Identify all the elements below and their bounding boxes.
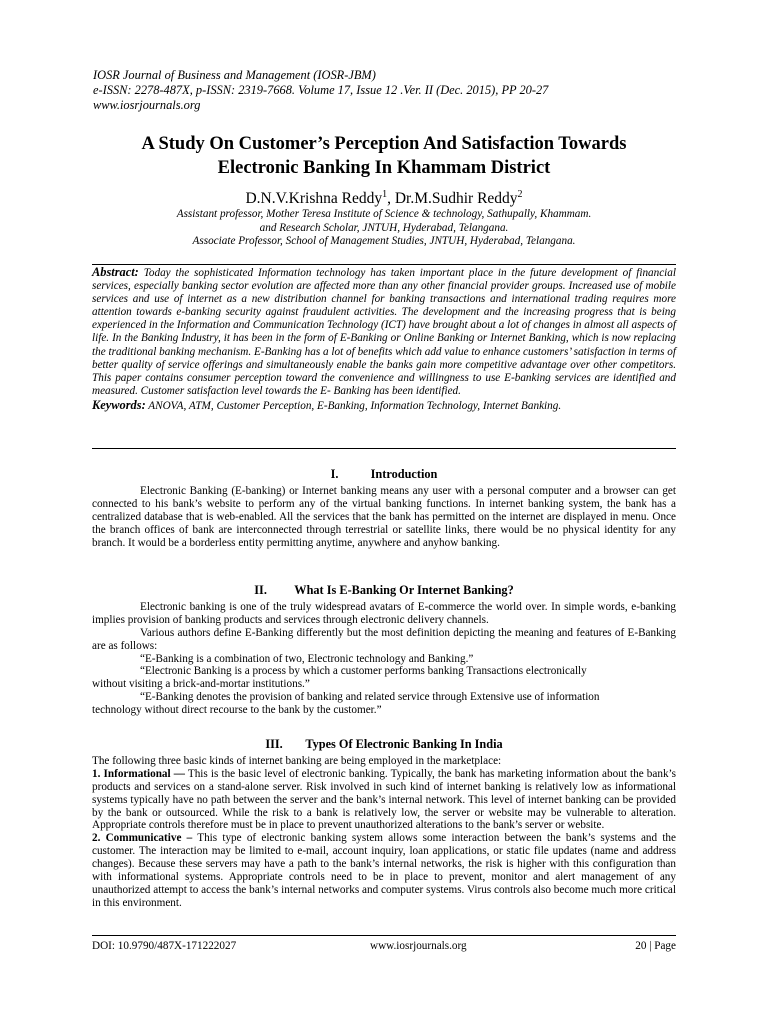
section-heading [92, 738, 676, 751]
section-number: I. [330, 467, 339, 481]
paper-title-line2: Electronic Banking In Khammam District [217, 158, 551, 178]
section-title: What Is E-Banking Or Internet Banking? [294, 583, 514, 597]
type-communicative [92, 832, 676, 909]
page-footer [92, 935, 676, 952]
author-2-affil-mark: 2 [517, 189, 523, 200]
definition-quote: “Electronic Banking is a process by which a customer performs banking Transactions electronically [140, 665, 587, 678]
journal-name: IOSR Journal of Business and Management (IOSR-JBM) [93, 68, 376, 82]
affiliation-line: Assistant professor, Mother Teresa Institute of Science & technology, Sathupally, Khammam. [176, 208, 592, 220]
type-text: This is the basic level of electronic banking. Typically, the bank has marketing information about the bank’s products and services on a stand-alone server. Risk involved in such kind of internet banking is relatively low as informational systems typically have no path between the server and the bank’s internal network. This level of internet banking can be provided by the bank or outsourced. While the risk to a bank is relatively low, the server or website may be vulnerable to alteration. Appropriate controls therefore must be in place to prevent unauthorized alterations to the bank’s server or website. [92, 767, 677, 832]
type-label: 1. Informational — [92, 767, 185, 780]
paper-title [60, 132, 708, 180]
definition-quote: “E-Banking denotes the provision of banking and related service through Extensive use of information [140, 691, 600, 704]
affiliation-line: and Research Scholar, JNTUH, Hyderabad, Telangana. [259, 221, 509, 234]
author-1: D.N.V.Krishna Reddy [245, 190, 383, 208]
abstract-text: Today the sophisticated Information technology has taken important place in the future development of financial services, especially banking sector evolution are affected more than any other financial provider groups. Increased use of mobile services and use of internet as a new distribution channel for banking transactions and international trading requires more attention towards e-banking security against fraudulent activities. The development and the increasing progress that is being experienced in the Information and Communication Technology (ICT) have brought about a lot of changes in almost all aspects of life. In the Banking Industry, it has been in the form of E-Banking or Online Banking or Internet Banking, which is now replacing the traditional banking mechanism. E-Banking has a lot of benefits which add value to enhance customers’ satisfaction in terms of better quality of service offerings and simultaneously enable the banks gain more competitive advantage over other competitors. This paper contains consumer perception toward the convenience and willingness to use E-banking services are identified and measured. Customer satisfaction level towards the E- Banking has been identified. [92, 267, 676, 397]
page-number: 20 | Page [635, 940, 676, 952]
paper-title-line1: A Study On Customer’s Perception And Satisfaction Towards [141, 134, 627, 154]
author-list [60, 185, 708, 209]
abstract [92, 266, 676, 398]
keywords-text: ANOVA, ATM, Customer Perception, E-Banking, Information Technology, Internet Banking. [145, 399, 562, 412]
type-text: This type of electronic banking system allows some interaction between the bank’s systems and the customer. The interaction may be limited to e-mail, account inquiry, loan applications, or static file updates (name and address changes). Because these servers may have a path to the bank’s internal networks, the risk is higher with this configuration than with informational systems. Appropriate controls need to be in place to prevent, monitor and alert management of any unauthorized attempt to access the bank’s internal networks and computer systems. Virus controls also become much more critical in this environment. [92, 832, 676, 909]
section-heading [92, 468, 676, 481]
section-title: Introduction [370, 467, 438, 481]
section-heading [92, 584, 676, 597]
section-types-of-e-banking [92, 738, 676, 910]
type-label: 2. Communicative – [92, 832, 193, 845]
keywords-label: Keywords: [92, 397, 146, 412]
author-2: Dr.M.Sudhir Reddy [394, 190, 518, 208]
definition-quote-cont: technology without direct recourse to the bank by the customer.” [92, 704, 382, 717]
affiliation-line: Associate Professor, School of Management Studies, JNTUH, Hyderabad, Telangana. [192, 235, 576, 248]
paragraph: Various authors define E-Banking differently but the most definition depicting the meaning and features of E-Banking are as follows: [92, 626, 676, 652]
journal-issn: e-ISSN: 2278-487X, p-ISSN: 2319-7668. Volume 17, Issue 12 .Ver. II (Dec. 2015), PP 20-27 [93, 83, 549, 97]
section-title: Types Of Electronic Banking In India [305, 737, 503, 751]
section-number: III. [265, 737, 283, 751]
author-1-affil-mark: 1 [382, 189, 388, 200]
abstract-block [92, 264, 676, 449]
section-number: II. [254, 583, 267, 597]
paragraph: The following three basic kinds of internet banking are being employed in the marketplace: [92, 754, 502, 767]
footer-url: www.iosrjournals.org [370, 940, 467, 952]
paragraph: Electronic Banking (E-banking) or Internet banking means any user with a personal computer and a browser can get connected to his bank’s website to perform any of the virtual banking functions. In internet banking system, the bank has a centralized database that is web-enabled. All the services that the bank has permitted on the internet are displayed in menu. Once the branch offices of bank are interconnected through terrestrial or satellite links, there would be no physical identity for any branch. It would be a borderless entity permitting anytime, anywhere and anyhow banking. [92, 484, 676, 549]
section-introduction [92, 468, 676, 549]
abstract-label: Abstract: [92, 265, 139, 279]
journal-header [93, 68, 693, 113]
type-informational [92, 768, 676, 833]
keywords [92, 399, 676, 413]
affiliations [60, 208, 708, 249]
doi: DOI: 10.9790/487X-171222027 [92, 940, 237, 952]
journal-url: www.iosrjournals.org [93, 98, 201, 112]
paragraph: Electronic banking is one of the truly widespread avatars of E-commerce the world over. In simple words, e-banking implies provision of banking products and services through electronic delivery channels. [92, 600, 676, 626]
definition-quote: “E-Banking is a combination of two, Electronic technology and Banking.” [140, 652, 474, 665]
section-what-is-e-banking [92, 584, 676, 717]
author-separator: , [387, 190, 395, 208]
definition-quote-cont: without visiting a brick-and-mortar institutions.” [92, 678, 310, 691]
